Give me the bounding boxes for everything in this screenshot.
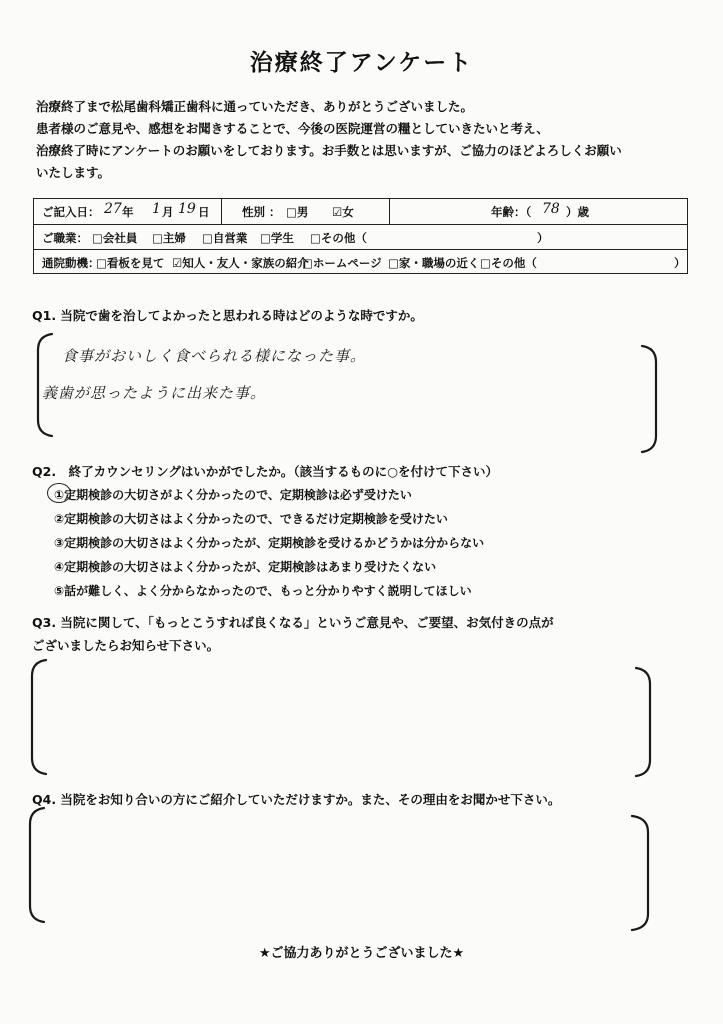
q2-option[interactable]: ③定期検診の大切さはよく分かったが、定期検診を受けるかどうかは分からない — [54, 536, 485, 550]
date-year-unit: 年 — [122, 205, 134, 219]
age-label: 年齢：（ — [491, 205, 532, 219]
occupation-option[interactable]: □主婦 — [152, 231, 186, 245]
occupation-option[interactable]: □学生 — [260, 231, 294, 245]
reason-option[interactable]: □看板を見て — [96, 256, 165, 270]
q2-question: Q2. 終了カウンセリングはいかがでしたか。（該当するものに○を付けて下さい） — [32, 464, 498, 479]
q2-option[interactable]: ⑤話が難しく、よく分からなかったので、もっと分かりやすく説明してほしい — [54, 584, 472, 598]
footer-thanks: ★ご協力ありがとうございました★ — [258, 946, 465, 961]
q1-question: Q1. 当院で歯を治してよかったと思われる時はどのような時ですか。 — [32, 308, 423, 323]
age-value[interactable]: 78 — [542, 201, 560, 217]
q2-option[interactable]: ④定期検診の大切さはよく分かったが、定期検診はあまり受けたくない — [54, 560, 437, 574]
date-label: ご記入日： — [42, 205, 100, 219]
q4-question: Q4. 当院をお知り合いの方にご紹介していただけますか。また、その理由をお聞かせ下さい。 — [32, 792, 561, 807]
q1-answer-line[interactable]: 食事がおいしく食べられる様になった事。 — [62, 347, 367, 365]
q2-option[interactable]: ②定期検診の大切さはよく分かったので、できるだけ定期検診を受けたい — [54, 512, 448, 526]
date-day-value[interactable]: 19 — [178, 201, 196, 217]
occupation-option[interactable]: □会社員 — [92, 231, 138, 245]
q3-left-bracket — [32, 660, 46, 774]
gender-male-checkbox[interactable]: □男 — [286, 205, 309, 219]
q3-right-bracket — [636, 668, 650, 776]
date-month-unit: 月 — [162, 205, 174, 219]
age-unit: ）歳 — [566, 205, 589, 219]
page-title: 治療終了アンケート — [249, 50, 474, 76]
q3-question-line1: Q3. 当院に関して、「もっとこうすれば良くなる」というご意見や、ご要望、お気付きの点が — [32, 615, 554, 630]
q4-right-bracket — [632, 816, 648, 930]
reason-option[interactable]: ☑知人・友人・家族の紹介 — [172, 256, 309, 270]
q2-option[interactable]: ①定期検診の大切さがよく分かったので、定期検診は必ず受けたい — [54, 488, 412, 502]
reason-option[interactable]: □家・職場の近く — [388, 256, 480, 270]
intro-line: 治療終了まで松尾歯科矯正歯科に通っていただき、ありがとうございました。 — [36, 99, 474, 114]
q1-right-bracket — [642, 346, 656, 452]
reason-option[interactable]: □その他（ — [480, 256, 537, 270]
q4-left-bracket — [30, 808, 44, 922]
occupation-label: ご職業： — [42, 231, 88, 245]
gender-label: 性別 ： — [242, 205, 281, 219]
occupation-option[interactable]: □その他（ — [310, 231, 367, 245]
occupation-close: ） — [537, 231, 549, 245]
date-day-unit: 日 — [198, 205, 210, 219]
q3-question-line2: ございましたらお知らせ下さい。 — [32, 638, 220, 653]
q1-left-bracket — [38, 334, 52, 436]
date-year-value[interactable]: 27 — [104, 201, 122, 217]
intro-line: 治療終了時にアンケートのお願いをしております。お手数とは思いますが、ご協力のほどよろしくお願い — [36, 143, 622, 158]
reason-option[interactable]: □ホームページ — [302, 256, 382, 270]
reason-close: ） — [674, 256, 686, 270]
occupation-option[interactable]: □自営業 — [202, 231, 248, 245]
intro-line: 患者様のご意見や、感想をお聞きすることで、今後の医院運営の糧としていきたいと考え、 — [36, 121, 549, 136]
gender-female-checkbox[interactable]: ☑女 — [332, 205, 354, 219]
reason-label: 通院動機： — [42, 256, 100, 270]
date-month-value[interactable]: 1 — [152, 201, 161, 217]
q1-answer-line[interactable]: 義歯が思ったように出来た事。 — [42, 384, 267, 402]
intro-line: いたします。 — [36, 165, 111, 180]
